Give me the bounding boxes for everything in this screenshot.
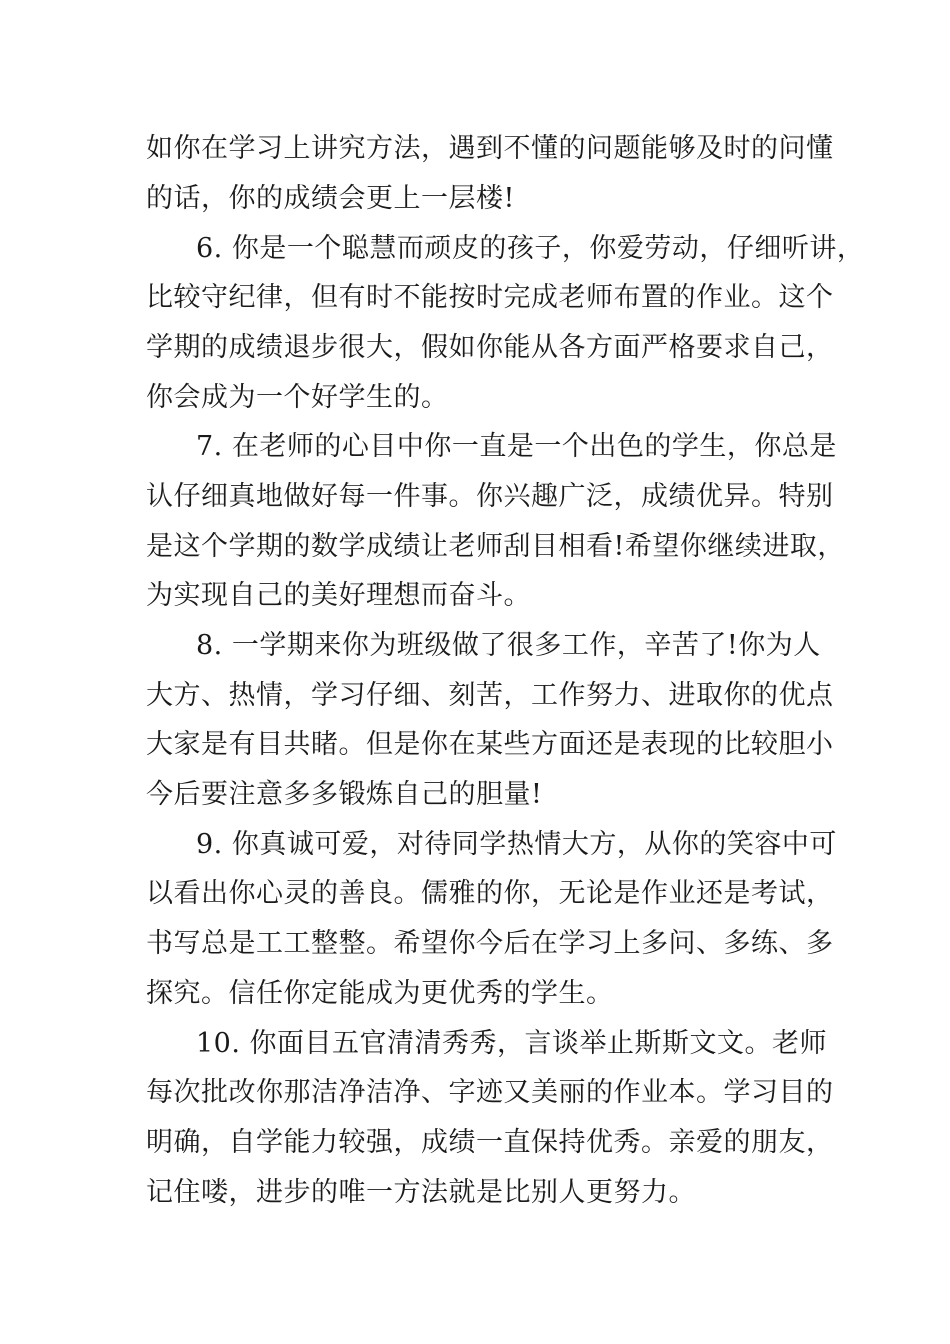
paragraph-start-7: 7. 在老师的心目中你一直是一个出色的学生，你总是	[196, 431, 837, 462]
paragraph-start-8: 8. 一学期来你为班级做了很多工作，辛苦了!你为人	[196, 630, 821, 661]
text-line: 学期的成绩退步很大，假如你能从各方面严格要求自己，	[146, 332, 834, 363]
text-line: 探究。信任你定能成为更优秀的学生。	[146, 978, 614, 1009]
text-line: 记住喽，进步的唯一方法就是比别人更努力。	[146, 1177, 696, 1208]
text-line: 比较守纪律，但有时不能按时完成老师布置的作业。这个	[146, 282, 834, 313]
paragraph-start-9: 9. 你真诚可爱，对待同学热情大方，从你的笑容中可	[196, 829, 837, 860]
paragraph-start-10: 10. 你面目五官清清秀秀，言谈举止斯斯文文。老师	[196, 1028, 828, 1059]
text-line: 为实现自己的美好理想而奋斗。	[146, 580, 531, 611]
paragraph-start-6: 6. 你是一个聪慧而顽皮的孩子，你爱劳动，仔细听讲，	[196, 233, 865, 264]
text-line: 明确，自学能力较强，成绩一直保持优秀。亲爱的朋友，	[146, 1127, 834, 1158]
text-line: 的话，你的成绩会更上一层楼!	[146, 183, 515, 214]
text-line: 每次批改你那洁净洁净、字迹又美丽的作业本。学习目的	[146, 1077, 834, 1108]
text-line: 你会成为一个好学生的。	[146, 382, 449, 413]
text-line: 如你在学习上讲究方法，遇到不懂的问题能够及时的问懂	[146, 133, 834, 164]
text-line: 大家是有目共睹。但是你在某些方面还是表现的比较胆小	[146, 729, 834, 760]
text-line: 大方、热情，学习仔细、刻苦，工作努力、进取你的优点	[146, 680, 834, 711]
text-line: 认仔细真地做好每一件事。你兴趣广泛，成绩优异。特别	[146, 481, 834, 512]
text-line: 书写总是工工整整。希望你今后在学习上多问、多练、多	[146, 928, 834, 959]
text-line: 以看出你心灵的善良。儒雅的你，无论是作业还是考试，	[146, 878, 834, 909]
text-line: 是这个学期的数学成绩让老师刮目相看!希望你继续进取，	[146, 531, 845, 562]
text-line: 今后要注意多多锻炼自己的胆量!	[146, 779, 543, 810]
